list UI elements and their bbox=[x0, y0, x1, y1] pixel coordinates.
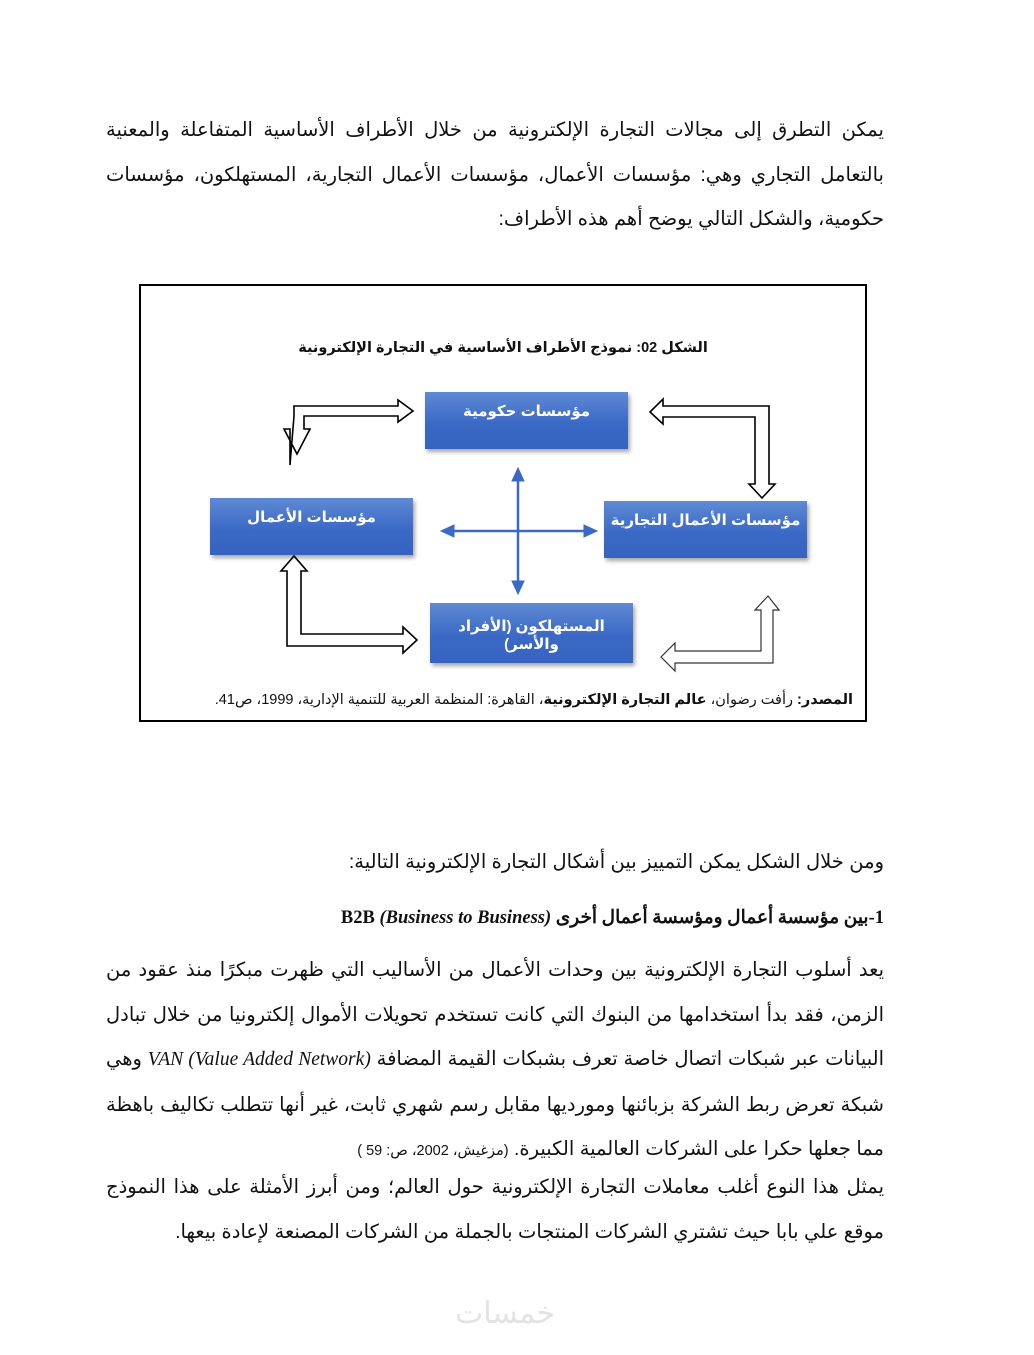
outline-arrow-icon bbox=[661, 596, 779, 671]
box-government-institutions: مؤسسات حكومية bbox=[425, 392, 628, 449]
source-book: عالم التجارة الإلكترونية bbox=[543, 692, 707, 708]
citation: (مزغيش، 2002، ص: 59 ) bbox=[357, 1143, 509, 1159]
b2b-example-paragraph: يمثل هذا النوع أغلب معاملات التجارة الإلكترونية حول العالم؛ ومن أبرز الأمثلة على هذا النموذج موقع علي بابا حيث تشتري الشركات المنتجات بالجملة من الشركات المصنعة لإعادة بيعها. bbox=[106, 1176, 884, 1243]
bidirectional-cross-arrow-icon bbox=[441, 468, 597, 594]
box-business-institutions: مؤسسات الأعمال bbox=[210, 498, 413, 555]
figure-e-commerce-parties bbox=[139, 284, 867, 722]
b2b-text-2: وهي شبكة تعرض ربط الشركة بزبائنها ومورديها مقابل رسم شهري ثابت، غير أنها تتطلب تكاليف باهظة مما جعلها حكرا على الشركات العالمية الكبيرة. bbox=[106, 1048, 884, 1160]
box-commercial-institutions: مؤسسات الأعمال التجارية bbox=[604, 501, 807, 558]
figure-title: الشكل 02: نموذج الأطراف الأساسية في التجارة الإلكترونية bbox=[298, 340, 708, 356]
box-consumers: المستهلكون (الأفراد والأسر) bbox=[430, 603, 633, 663]
section-intro: ومن خلال الشكل يمكن التمييز بين أشكال التجارة الإلكترونية التالية: bbox=[348, 851, 884, 873]
double-line-arrow-icon bbox=[650, 399, 775, 498]
b2b-paragraph bbox=[106, 948, 884, 1174]
section-heading-b2b bbox=[106, 898, 884, 938]
source-rest: ، القاهرة: المنظمة العربية للتنمية الإدارية، 1999، ص41. bbox=[214, 692, 544, 708]
van-term: (VAN (Value Added Network bbox=[147, 1049, 371, 1070]
source-label: المصدر: bbox=[797, 692, 853, 708]
heading-english: (Business to Business) bbox=[379, 908, 552, 928]
b2b-text-1: يعد أسلوب التجارة الإلكترونية بين وحدات الأعمال من الأساليب التي ظهرت مبكرًا منذ عقود من الزمن، فقد بدأ استخدامها من البنوك التي كانت تستخدم تحويلات الأموال إلكترونيا من خلال تبادل البيانات عبر شبكات اتصال خاصة تعرف بشبكات القيمة المضافة bbox=[106, 959, 884, 1070]
figure-source bbox=[215, 692, 853, 708]
source-author: رأفت رضوان، bbox=[706, 692, 798, 708]
watermark-logo: خمسات bbox=[455, 1297, 556, 1330]
double-line-arrow-icon bbox=[284, 400, 413, 465]
heading-arabic: 1-بين مؤسسة أعمال ومؤسسة أعمال أخرى B2B bbox=[340, 908, 884, 928]
double-line-arrow-icon bbox=[281, 556, 417, 653]
intro-paragraph: يمكن التطرق إلى مجالات التجارة الإلكترونية من خلال الأطراف الأساسية المتفاعلة والمعنية بالتعامل التجاري وهي: مؤسسات الأعمال، مؤسسات الأعمال التجارية، المستهلكون، مؤسسات حكومية، والشكل التالي يوضح أهم هذه الأطراف: bbox=[106, 119, 884, 230]
